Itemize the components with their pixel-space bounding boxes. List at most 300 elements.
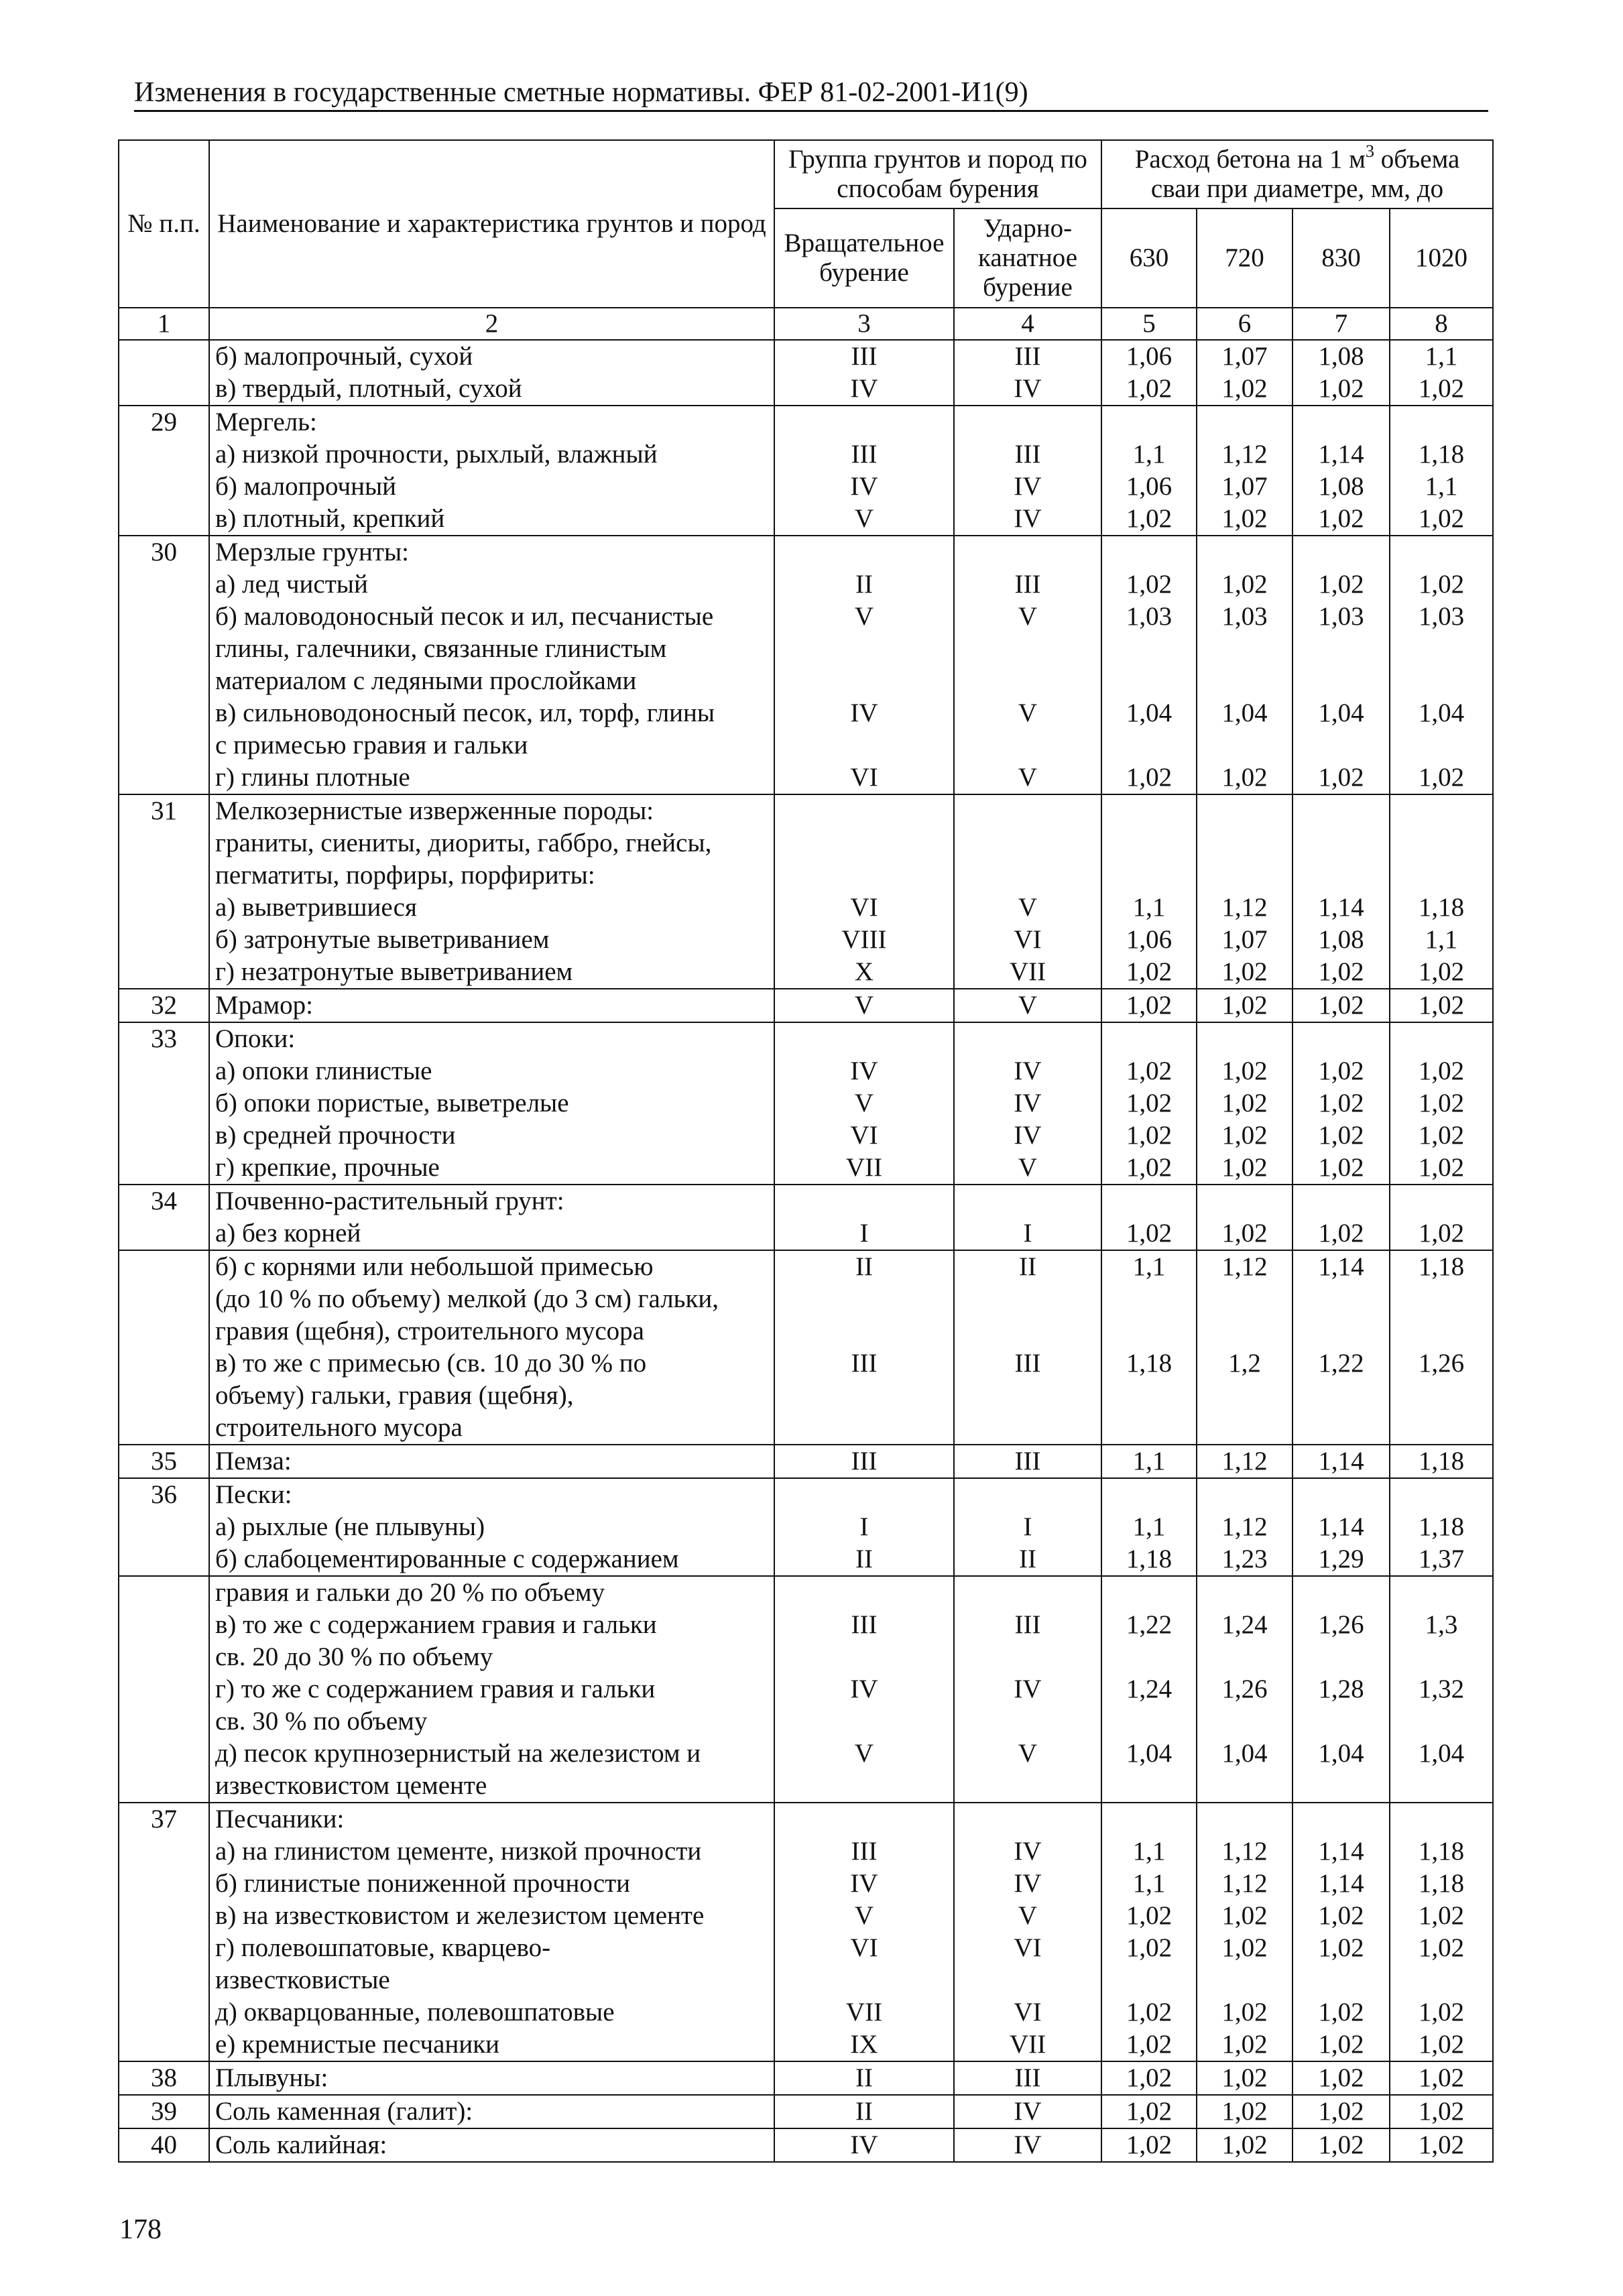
cell-line	[960, 536, 1095, 568]
cell-v720	[1197, 536, 1293, 794]
cell-line: V	[1018, 991, 1038, 1020]
cell-line: 1,02	[1418, 991, 1465, 1020]
cell-line: 1,02	[1418, 1089, 1465, 1117]
cell-line	[1203, 406, 1286, 438]
cell-v830	[1293, 1022, 1390, 1185]
table-row	[119, 1478, 1493, 1576]
cell-line: 1,02	[1318, 2130, 1364, 2159]
cell-v720	[1197, 1445, 1293, 1478]
cell-line: 1,06	[1126, 925, 1173, 954]
row-number: 34	[119, 1185, 209, 1250]
cell-line: 1,12	[1221, 893, 1268, 922]
cell-name	[209, 1185, 774, 1250]
cell-line	[1299, 536, 1384, 568]
cell-line: 1,1	[1425, 342, 1458, 371]
cell-v630	[1101, 1478, 1197, 1576]
cell-name	[209, 340, 774, 406]
cell-rot	[774, 989, 954, 1022]
cell-line	[1107, 1380, 1191, 1412]
cell-line	[1299, 633, 1384, 665]
cell-rot	[774, 2061, 954, 2095]
cell-line	[1299, 1185, 1384, 1217]
row-number: 39	[119, 2095, 209, 2128]
header-name: Наименование и характеристика грунтов и пород	[209, 140, 774, 308]
cell-v1020	[1390, 1445, 1493, 1478]
cell-rot	[774, 1478, 954, 1576]
cell-v830	[1293, 2128, 1390, 2162]
cell-line: 1,02	[1418, 1219, 1465, 1248]
cell-v720	[1197, 340, 1293, 406]
cell-line	[780, 1185, 948, 1217]
cell-line: 1,14	[1318, 1869, 1364, 1898]
cell-line: VII	[845, 1998, 883, 2027]
cell-line: 1,02	[1221, 763, 1268, 792]
table-row	[119, 1022, 1493, 1185]
row-number	[119, 340, 209, 406]
cell-v630	[1101, 1576, 1197, 1803]
cell-line	[780, 1412, 948, 1444]
cell-line	[1107, 1412, 1191, 1444]
row-number: 35	[119, 1445, 209, 1478]
cell-line: 1,02	[1126, 957, 1173, 986]
cell-line: 1,1	[1425, 925, 1458, 954]
cell-v830	[1293, 1250, 1390, 1445]
cell-name	[209, 1445, 774, 1478]
cell-line: 1,02	[1418, 2030, 1465, 2059]
header-percussion: Ударно-канатное бурение	[954, 208, 1101, 308]
cell-line: 1,1	[1132, 893, 1166, 922]
cell-name	[209, 2061, 774, 2095]
cell-line: 1,02	[1221, 570, 1268, 599]
cell-v630	[1101, 794, 1197, 989]
cell-line	[1299, 665, 1384, 697]
row-number: 36	[119, 1478, 209, 1576]
cell-v1020	[1390, 1250, 1493, 1445]
cell-v1020	[1390, 989, 1493, 1022]
cell-line: 1,07	[1221, 342, 1268, 371]
cell-line	[1396, 536, 1487, 568]
cell-v830	[1293, 2095, 1390, 2128]
cell-line	[780, 406, 948, 438]
cell-v1020	[1390, 794, 1493, 989]
cell-line	[1203, 633, 1286, 665]
cell-line: 1,02	[1318, 1056, 1364, 1085]
column-number: 5	[1101, 308, 1197, 340]
row-number: 32	[119, 989, 209, 1022]
cell-line: 1,23	[1221, 1545, 1268, 1573]
cell-line: 1,18	[1126, 1349, 1173, 1378]
cell-line: б) с корнями или небольшой примесью	[215, 1252, 654, 1281]
row-number: 33	[119, 1022, 209, 1185]
cell-line: IX	[850, 2030, 878, 2059]
cell-line: III	[851, 1349, 878, 1378]
cell-line: 1,02	[1418, 570, 1465, 599]
cell-line: IV	[1014, 2130, 1042, 2159]
cell-line	[1203, 1705, 1286, 1738]
cell-v720	[1197, 1478, 1293, 1576]
cell-line: 1,18	[1418, 1512, 1465, 1541]
cell-line: VI	[1014, 925, 1042, 954]
cell-line: 1,26	[1221, 1675, 1268, 1703]
cell-rot	[774, 536, 954, 794]
cell-v830	[1293, 794, 1390, 989]
cell-v630	[1101, 2095, 1197, 2128]
cell-line	[1396, 1964, 1487, 1996]
table-row	[119, 2128, 1493, 2162]
cell-line: 1,02	[1418, 1901, 1465, 1930]
cell-line: 1,02	[1126, 1933, 1173, 1962]
cell-perc	[954, 536, 1101, 794]
cell-v630	[1101, 1022, 1197, 1185]
cell-name	[209, 1803, 774, 2061]
cell-line	[960, 1185, 1095, 1217]
cell-line: Мергель:	[215, 408, 317, 436]
cell-line	[780, 1315, 948, 1347]
cell-line	[780, 1641, 948, 1673]
cell-line: III	[1014, 570, 1041, 599]
cell-line: VI	[850, 893, 878, 922]
header-d630: 630	[1101, 208, 1197, 308]
cell-line: IV	[1014, 504, 1042, 533]
cell-line	[1203, 1577, 1286, 1609]
cell-line: 1,28	[1318, 1675, 1364, 1703]
cell-line: 1,08	[1318, 472, 1364, 501]
cell-line	[1396, 729, 1487, 762]
cell-line: Мелкозернистые изверженные породы:	[215, 796, 654, 825]
cell-line	[960, 859, 1095, 892]
cell-v720	[1197, 1185, 1293, 1250]
cell-line: IV	[850, 472, 878, 501]
cell-perc	[954, 1250, 1101, 1445]
cell-line	[960, 1577, 1095, 1609]
cell-line: пегматиты, порфиры, порфириты:	[215, 861, 595, 890]
cell-line: 1,02	[1318, 374, 1364, 403]
cell-line: 1,02	[1418, 2097, 1465, 2126]
cell-line: 1,04	[1318, 1739, 1364, 1768]
cell-perc	[954, 1185, 1101, 1250]
cell-line: 1,03	[1221, 602, 1268, 631]
cell-line	[1299, 1283, 1384, 1315]
cell-line: 1,02	[1318, 2030, 1364, 2059]
cell-v630	[1101, 1445, 1197, 1478]
cell-line: 1,04	[1418, 699, 1465, 727]
cell-v830	[1293, 1445, 1390, 1478]
cell-line	[960, 1023, 1095, 1055]
cell-line	[1299, 1964, 1384, 1996]
cell-line: 1,02	[1126, 570, 1173, 599]
header-consumption-sup: 3	[1365, 141, 1374, 161]
cell-line	[1107, 795, 1191, 827]
cell-line: 1,08	[1318, 925, 1364, 954]
cell-line: 1,02	[1418, 1933, 1465, 1962]
cell-line: известковистом цементе	[215, 1771, 487, 1800]
cell-v720	[1197, 989, 1293, 1022]
cell-rot	[774, 2095, 954, 2128]
cell-line: известковистые	[215, 1966, 390, 1994]
cell-line	[1299, 859, 1384, 892]
cell-v630	[1101, 340, 1197, 406]
cell-name	[209, 1576, 774, 1803]
cell-v1020	[1390, 2128, 1493, 2162]
cell-line: 1,22	[1318, 1349, 1364, 1378]
cell-rot	[774, 1576, 954, 1803]
cell-line: VI	[1014, 1998, 1042, 2027]
cell-line: 1,29	[1318, 1545, 1364, 1573]
cell-line	[1203, 1185, 1286, 1217]
cell-v1020	[1390, 536, 1493, 794]
header-group: Группа грунтов и пород по способам бурения	[774, 140, 1101, 208]
cell-v830	[1293, 989, 1390, 1022]
cell-line	[780, 1770, 948, 1802]
cell-line	[1299, 827, 1384, 859]
cell-v720	[1197, 2095, 1293, 2128]
cell-line: VI	[850, 763, 878, 792]
cell-line: в) твердый, плотный, сухой	[215, 374, 522, 403]
cell-line	[1107, 1479, 1191, 1511]
cell-line: 1,24	[1126, 1675, 1173, 1703]
table-row	[119, 536, 1493, 794]
cell-line: 1,02	[1221, 1089, 1268, 1117]
cell-line: Почвенно-растительный грунт:	[215, 1187, 564, 1215]
cell-line	[1299, 1412, 1384, 1444]
cell-line: II	[855, 570, 873, 599]
cell-perc	[954, 1478, 1101, 1576]
cell-line	[1299, 795, 1384, 827]
cell-line	[1299, 1577, 1384, 1609]
column-number: 3	[774, 308, 954, 340]
cell-line	[780, 536, 948, 568]
column-number: 8	[1390, 308, 1493, 340]
cell-line: 1,1	[1132, 1512, 1166, 1541]
cell-line: б) малопрочный, сухой	[215, 342, 473, 371]
cell-line: IV	[1014, 1675, 1042, 1703]
cell-line	[1203, 665, 1286, 697]
cell-line	[1396, 1283, 1487, 1315]
cell-line: 1,02	[1126, 2030, 1173, 2059]
table-row	[119, 1185, 1493, 1250]
cell-name	[209, 1478, 774, 1576]
cell-v1020	[1390, 1478, 1493, 1576]
cell-perc	[954, 1803, 1101, 2061]
cell-line: глины, галечники, связанные глинистым	[215, 634, 667, 663]
cell-line: IV	[850, 374, 878, 403]
cell-line: 1,02	[1221, 2097, 1268, 2126]
cell-line: 1,02	[1126, 1998, 1173, 2027]
cell-v1020	[1390, 340, 1493, 406]
cell-line	[1107, 1283, 1191, 1315]
cell-line	[1299, 1023, 1384, 1055]
header-consumption	[1101, 140, 1493, 208]
cell-line: IV	[1014, 1869, 1042, 1898]
cell-line	[1107, 827, 1191, 859]
cell-perc	[954, 340, 1101, 406]
cell-line	[1396, 1577, 1487, 1609]
cell-line	[1107, 859, 1191, 892]
cell-line: г) незатронутые выветриванием	[215, 957, 573, 986]
cell-line	[1396, 406, 1487, 438]
cell-line	[960, 1641, 1095, 1673]
cell-line: 1,02	[1126, 2097, 1173, 2126]
cell-line: 1,04	[1126, 1739, 1173, 1768]
cell-line: 1,02	[1126, 504, 1173, 533]
cell-line: 1,02	[1126, 374, 1173, 403]
cell-perc	[954, 1576, 1101, 1803]
cell-line: 1,02	[1221, 2063, 1268, 2092]
cell-line: 1,02	[1418, 1153, 1465, 1182]
cell-line	[780, 1479, 948, 1511]
cell-line: в) то же с содержанием гравия и гальки	[215, 1610, 657, 1639]
cell-line: 1,04	[1221, 1739, 1268, 1768]
cell-line: а) опоки глинистые	[215, 1056, 432, 1085]
cell-v720	[1197, 1022, 1293, 1185]
cell-v830	[1293, 536, 1390, 794]
cell-line	[780, 859, 948, 892]
cell-line: 1,02	[1318, 991, 1364, 1020]
table-row	[119, 1803, 1493, 2061]
cell-name	[209, 536, 774, 794]
cell-line	[1107, 1803, 1191, 1835]
cell-line: V	[1018, 1739, 1038, 1768]
cell-line	[780, 1964, 948, 1996]
cell-v720	[1197, 1576, 1293, 1803]
cell-line	[780, 729, 948, 762]
cell-line: 1,06	[1126, 472, 1173, 501]
cell-line: IV	[850, 2130, 878, 2159]
cell-perc	[954, 1445, 1101, 1478]
cell-line: IV	[1014, 1089, 1042, 1117]
cell-v1020	[1390, 1803, 1493, 2061]
cell-line: Соль калийная:	[215, 2130, 387, 2159]
cell-line: 1,04	[1418, 1739, 1465, 1768]
cell-line: 1,02	[1221, 991, 1268, 1020]
cell-rot	[774, 406, 954, 536]
cell-line: 1,02	[1318, 1933, 1364, 1962]
cell-v720	[1197, 1250, 1293, 1445]
cell-line: Плывуны:	[215, 2063, 328, 2092]
cell-line: 1,26	[1318, 1610, 1364, 1639]
cell-line: 1,02	[1126, 2063, 1173, 2092]
cell-v720	[1197, 1803, 1293, 2061]
cell-line: IV	[1014, 1121, 1042, 1150]
cell-line	[1299, 1380, 1384, 1412]
cell-line	[780, 827, 948, 859]
row-number: 40	[119, 2128, 209, 2162]
cell-line: 1,03	[1318, 602, 1364, 631]
cell-line: 1,02	[1418, 1056, 1465, 1085]
cell-rot	[774, 1803, 954, 2061]
cell-v630	[1101, 1803, 1197, 2061]
cell-line	[1203, 1412, 1286, 1444]
page-number: 178	[119, 2214, 162, 2245]
cell-line	[1203, 1479, 1286, 1511]
cell-line: 1,3	[1425, 1610, 1458, 1639]
cell-line	[1203, 536, 1286, 568]
cell-line	[960, 1479, 1095, 1511]
cell-v830	[1293, 2061, 1390, 2095]
cell-line	[1299, 729, 1384, 762]
cell-line: Опоки:	[215, 1024, 296, 1053]
cell-v630	[1101, 406, 1197, 536]
table-row	[119, 1445, 1493, 1478]
cell-line	[960, 1283, 1095, 1315]
cell-line: Пемза:	[215, 1447, 292, 1475]
cell-rot	[774, 340, 954, 406]
cell-perc	[954, 2128, 1101, 2162]
cell-line: 1,02	[1221, 1901, 1268, 1930]
cell-line: 1,02	[1221, 957, 1268, 986]
cell-line: V	[854, 602, 874, 631]
cell-line	[780, 1705, 948, 1738]
cell-line: II	[855, 2097, 873, 2126]
cell-line: III	[1014, 342, 1041, 371]
table-row	[119, 340, 1493, 406]
cell-line: 1,18	[1418, 1252, 1465, 1281]
column-number: 6	[1197, 308, 1293, 340]
column-number: 7	[1293, 308, 1390, 340]
cell-line: 1,06	[1126, 342, 1173, 371]
cell-line	[780, 665, 948, 697]
cell-line: 1,26	[1418, 1349, 1465, 1378]
cell-name	[209, 2095, 774, 2128]
cell-line: св. 20 до 30 % по объему	[215, 1642, 493, 1671]
cell-line	[1107, 1577, 1191, 1609]
cell-line: III	[1014, 1349, 1041, 1378]
cell-line: 1,07	[1221, 472, 1268, 501]
row-number	[119, 1250, 209, 1445]
cell-line: V	[854, 1901, 874, 1930]
cell-line: VII	[1009, 2030, 1046, 2059]
cell-line: строительного мусора	[215, 1413, 463, 1442]
row-number: 29	[119, 406, 209, 536]
cell-line	[1203, 1380, 1286, 1412]
cell-line	[960, 633, 1095, 665]
cell-line: 1,02	[1318, 570, 1364, 599]
cell-line: 1,12	[1221, 1837, 1268, 1866]
column-number: 1	[119, 308, 209, 340]
cell-line	[960, 1770, 1095, 1802]
cell-line: 1,02	[1418, 504, 1465, 533]
cell-v830	[1293, 1478, 1390, 1576]
cell-line	[1396, 1315, 1487, 1347]
row-number: 38	[119, 2061, 209, 2095]
cell-line: д) окварцованные, полевошпатовые	[215, 1998, 615, 2027]
cell-line: VI	[850, 1933, 878, 1962]
cell-line: Пески:	[215, 1480, 292, 1509]
cell-line: 1,02	[1221, 1219, 1268, 1248]
cell-line: V	[854, 504, 874, 533]
cell-line: IV	[1014, 1056, 1042, 1085]
cell-line: 1,02	[1318, 957, 1364, 986]
cell-line	[780, 1803, 948, 1835]
column-number: 2	[209, 308, 774, 340]
cell-line: V	[1018, 602, 1038, 631]
cell-line	[1396, 665, 1487, 697]
header-rotary: Вращательное бурение	[774, 208, 954, 308]
cell-line: III	[851, 342, 878, 371]
cell-line	[1203, 1770, 1286, 1802]
cell-line: Мрамор:	[215, 991, 314, 1020]
cell-perc	[954, 2061, 1101, 2095]
cell-line: IV	[850, 1056, 878, 1085]
cell-line: 1,02	[1221, 374, 1268, 403]
cell-line: граниты, сиениты, диориты, габбро, гнейсы,	[215, 829, 712, 857]
cell-line	[780, 1380, 948, 1412]
cell-line: 1,04	[1318, 699, 1364, 727]
cell-line	[1107, 665, 1191, 697]
cell-line	[1299, 1705, 1384, 1738]
cell-line: 1,14	[1318, 1252, 1364, 1281]
cell-line: III	[1014, 1447, 1041, 1475]
